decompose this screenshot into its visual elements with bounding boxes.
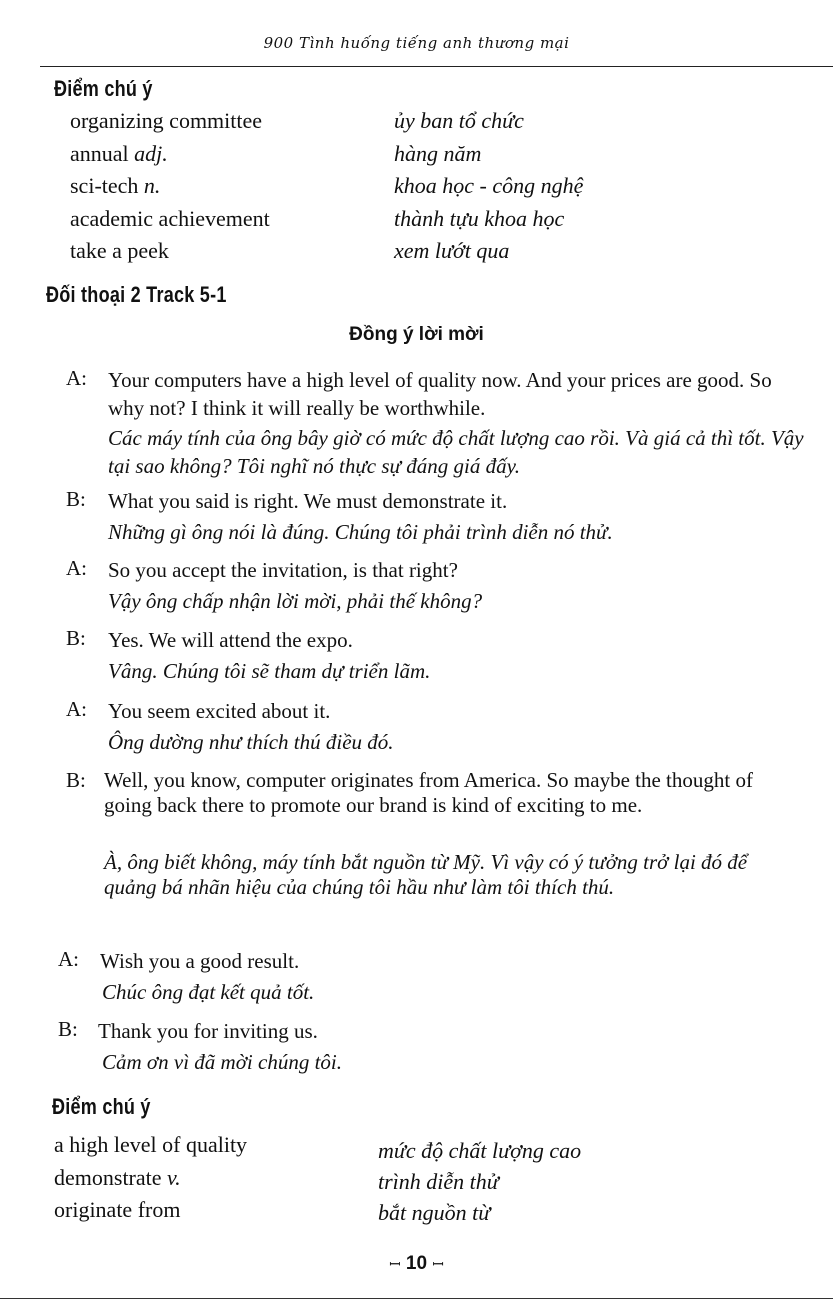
speaker-label: B: bbox=[66, 487, 86, 511]
notes-1-heading: Điểm chú ý bbox=[54, 76, 153, 101]
vocab-translation: bắt nguồn từ bbox=[378, 1200, 491, 1225]
scan-bottom-edge bbox=[0, 1298, 833, 1299]
vocab-row bbox=[0, 1165, 833, 1198]
vocab-term: organizing committee bbox=[70, 108, 263, 133]
page-number bbox=[0, 1253, 833, 1275]
vocab-translation: trình diễn thử bbox=[378, 1168, 499, 1194]
turn-vietnamese: Cảm ơn vì đã mời chúng tôi. bbox=[102, 1050, 342, 1074]
vocab-term: demonstrate v. bbox=[54, 1164, 181, 1190]
vocab-row bbox=[0, 173, 833, 206]
running-head: 900 Tình huống tiếng anh thương mại bbox=[263, 34, 570, 52]
vocab-term: academic achievement bbox=[70, 205, 270, 231]
speaker-label: A: bbox=[66, 366, 87, 390]
vocab-translation: mức độ chất lượng cao bbox=[378, 1138, 582, 1163]
turn-english: Thank you for inviting us. bbox=[98, 1019, 318, 1043]
turn-english: Your computers have a high level of quality now. And your prices are good. So why not? I think it will really be worthwhile. bbox=[108, 368, 772, 420]
turn-english: What you said is right. We must demonstrate it. bbox=[108, 489, 508, 513]
speaker-label: A: bbox=[66, 697, 87, 721]
vocab-row bbox=[0, 1197, 833, 1230]
turn-vietnamese: Những gì ông nói là đúng. Chúng tôi phải trình diễn nó thử. bbox=[108, 520, 613, 544]
turn-english: So you accept the invitation, is that right? bbox=[108, 558, 458, 582]
vocab-row bbox=[0, 1132, 833, 1165]
page-number-value: 10 bbox=[405, 1253, 428, 1274]
header-rule bbox=[40, 66, 833, 67]
vocab-term: annual adj. bbox=[70, 140, 168, 166]
vocab-translation: thành tựu khoa học bbox=[394, 205, 565, 231]
notes-2-vocab-list bbox=[0, 1132, 833, 1230]
dialogue-title: Đồng ý lời mời bbox=[349, 324, 484, 345]
turn-vietnamese: Vâng. Chúng tôi sẽ tham dự triển lãm. bbox=[108, 659, 431, 683]
vocab-term: originate from bbox=[54, 1197, 181, 1222]
ornament-left-icon: ꟷ bbox=[389, 1257, 401, 1273]
turn-english: Well, you know, computer originates from America. So maybe the thought of going back there to promote our brand is kind of exciting to me. bbox=[104, 768, 753, 817]
vocab-row bbox=[0, 206, 833, 239]
turn-english: Wish you a good result. bbox=[100, 949, 300, 973]
vocab-row bbox=[0, 141, 833, 174]
turn-vietnamese: À, ông biết không, máy tính bắt nguồn từ Mỹ. Vì vậy có ý tưởng trở lại đó để quảng bá nhãn hiệu của chúng tôi hầu như làm tôi thích thú. bbox=[104, 850, 748, 899]
dialogue-heading: Đối thoại 2 Track 5-1 bbox=[46, 282, 227, 307]
turn-vietnamese: Các máy tính của ông bây giờ có mức độ chất lượng cao rồi. Và giá cả thì tốt. Vậy tại sao không? Tôi nghĩ nó thực sự đáng giá đấy. bbox=[108, 426, 804, 478]
turn-vietnamese: Chúc ông đạt kết quả tốt. bbox=[102, 980, 315, 1004]
vocab-term: take a peek bbox=[70, 238, 169, 263]
speaker-label: A: bbox=[66, 556, 87, 580]
speaker-label: B: bbox=[58, 1017, 78, 1041]
vocab-row bbox=[0, 108, 833, 141]
notes-1-vocab-list bbox=[0, 108, 833, 271]
vocab-translation: ủy ban tổ chức bbox=[394, 108, 524, 133]
vocab-row bbox=[0, 238, 833, 271]
notes-2-heading: Điểm chú ý bbox=[52, 1094, 151, 1119]
turn-english: Yes. We will attend the expo. bbox=[108, 628, 353, 652]
speaker-label: A: bbox=[58, 947, 79, 971]
turn-vietnamese: Ông dường như thích thú điều đó. bbox=[108, 730, 394, 754]
speaker-label: B: bbox=[66, 626, 86, 650]
vocab-translation: xem lướt qua bbox=[394, 238, 510, 263]
ornament-right-icon: ꟷ bbox=[432, 1257, 444, 1273]
vocab-term: a high level of quality bbox=[54, 1132, 248, 1157]
vocab-translation: khoa học - công nghệ bbox=[394, 173, 584, 198]
turn-english: You seem excited about it. bbox=[108, 699, 331, 723]
vocab-translation: hàng năm bbox=[394, 140, 482, 166]
vocab-term: sci-tech n. bbox=[70, 173, 161, 198]
speaker-label: B: bbox=[66, 768, 86, 792]
turn-vietnamese: Vậy ông chấp nhận lời mời, phải thế không? bbox=[108, 589, 483, 613]
